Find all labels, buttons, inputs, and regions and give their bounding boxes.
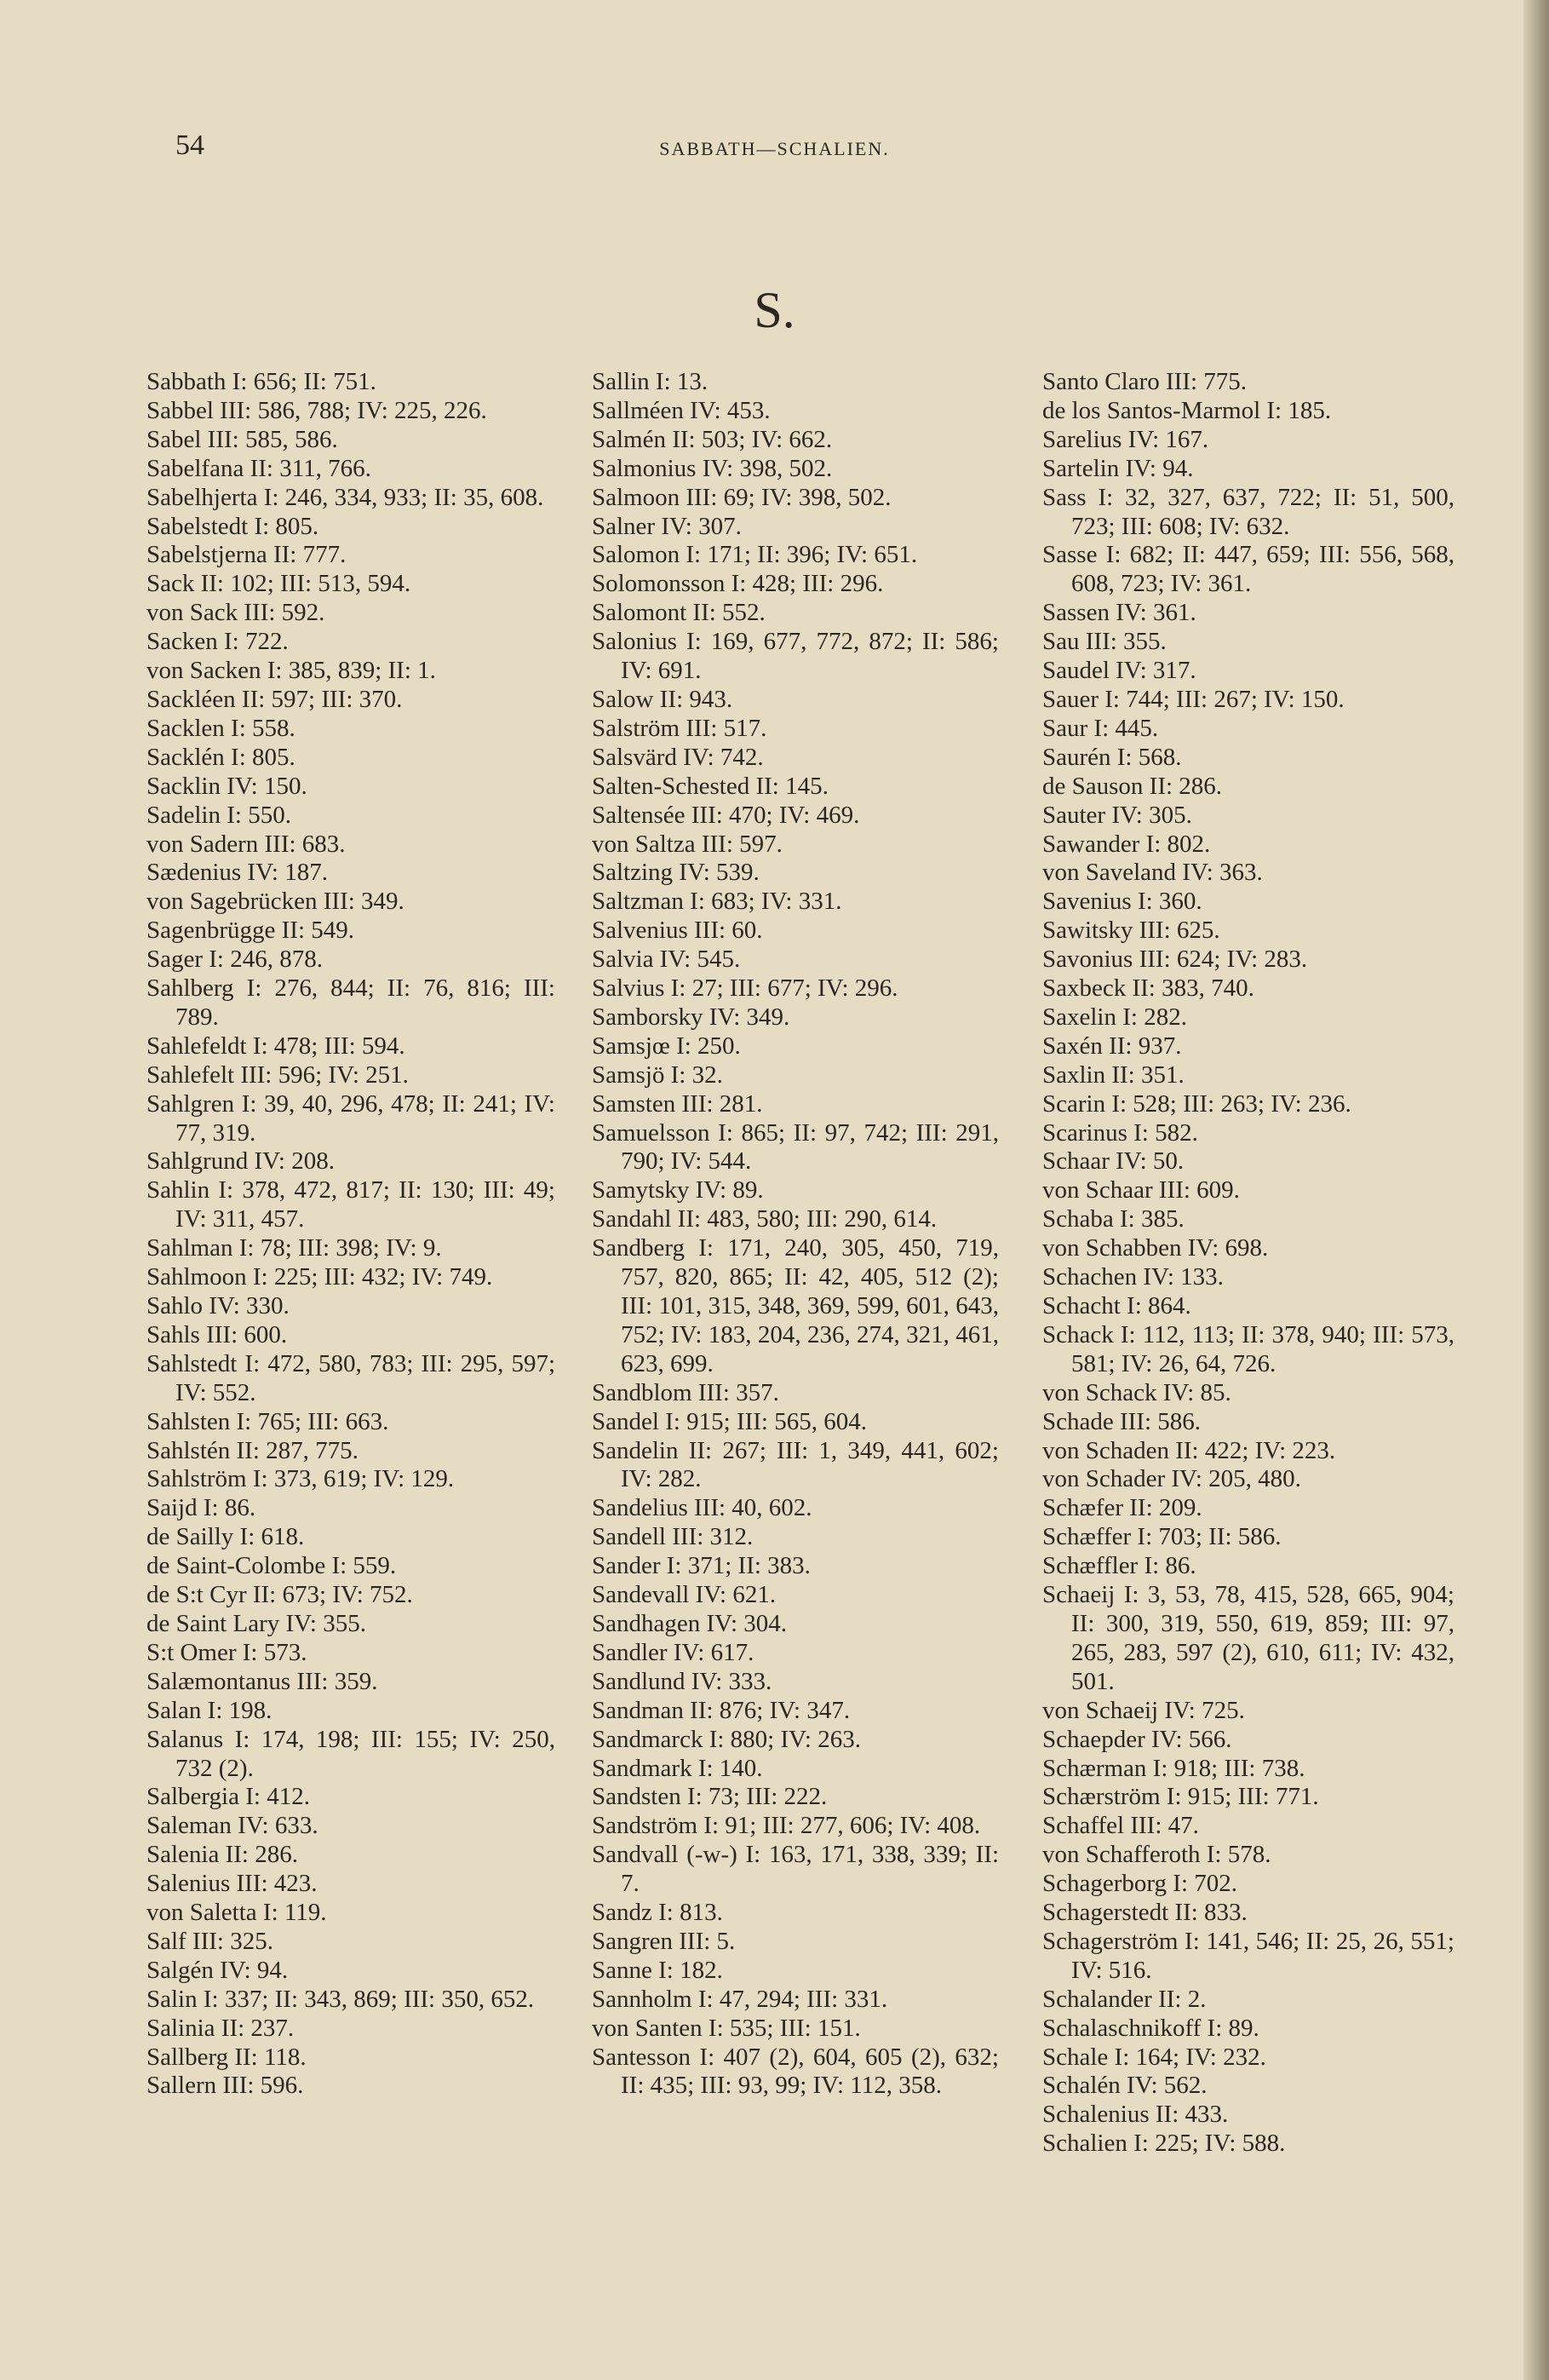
- index-entry: Santo Claro III: 775.: [1042, 368, 1248, 395]
- index-entry: Sannholm I: 47, 294; III: 331.: [592, 1985, 888, 2013]
- index-column-2: [592, 368, 999, 2101]
- index-entry: Schade III: 586.: [1042, 1407, 1202, 1435]
- index-entry: Sandell III: 312.: [592, 1523, 754, 1551]
- index-entry: Sandman II: 876; IV: 347.: [592, 1696, 851, 1724]
- index-entry: Sau III: 355.: [1042, 628, 1167, 656]
- index-entry: Salgén IV: 94.: [146, 1956, 289, 1984]
- index-entry: Solomonsson I: 428; III: 296.: [592, 570, 884, 598]
- index-entry: Sahlmoon I: 225; III: 432; IV: 749.: [146, 1263, 493, 1291]
- index-entry: Saijd I: 86.: [146, 1494, 256, 1522]
- index-entry: Sawander I: 802.: [1042, 830, 1211, 858]
- index-entry: Salmonius IV: 398, 502.: [592, 454, 833, 482]
- index-entry: de Sailly I: 618.: [146, 1523, 305, 1551]
- index-entry: Salanus I: 174, 198; III: 155; IV: 250, 732 (2).: [146, 1725, 555, 1782]
- index-entry: Salvia IV: 545.: [592, 946, 741, 974]
- index-entry: Salsvärd IV: 742.: [592, 743, 764, 771]
- index-entry: Schærström I: 915; III: 771.: [1042, 1783, 1319, 1811]
- index-entry: Sandhagen IV: 304.: [592, 1609, 787, 1637]
- index-entry: von Santen I: 535; III: 151.: [592, 2014, 861, 2042]
- index-entry: Sahlberg I: 276, 844; II: 76, 816; III: 789.: [146, 974, 555, 1031]
- index-entry: Sabbath I: 656; II: 751.: [146, 368, 376, 395]
- index-entry: de los Santos-Marmol I: 185.: [1042, 396, 1332, 424]
- index-entry: Sallméen IV: 453.: [592, 396, 771, 424]
- index-entry: Santesson I: 407 (2), 604, 605 (2), 632; II: 435; III: 93, 99; IV: 112, 358.: [592, 2043, 999, 2100]
- index-entry: Sasse I: 682; II: 447, 659; III: 556, 568, 608, 723; IV: 361.: [1042, 541, 1454, 598]
- index-entry: Sandblom III: 357.: [592, 1378, 779, 1406]
- index-entry: Sandz I: 813.: [592, 1899, 723, 1927]
- index-entry: de Sauson II: 286.: [1042, 772, 1223, 800]
- index-entry: Sacklen I: 558.: [146, 714, 295, 742]
- index-entry: von Saltza III: 597.: [592, 830, 783, 858]
- index-entry: Sandvall (-w-) I: 163, 171, 338, 339; II: 7.: [592, 1841, 999, 1898]
- index-entry: Sahlstedt I: 472, 580, 783; III: 295, 597; IV: 552.: [146, 1349, 555, 1406]
- index-entry: Schalaschnikoff I: 89.: [1042, 2014, 1259, 2042]
- index-entry: Schaepder IV: 566.: [1042, 1725, 1232, 1753]
- index-entry: Sacken I: 722.: [146, 628, 289, 656]
- index-entry: Schærman I: 918; III: 738.: [1042, 1754, 1305, 1782]
- index-entry: von Schader IV: 205, 480.: [1042, 1465, 1301, 1493]
- index-entry: Samsjö I: 32.: [592, 1061, 723, 1089]
- index-entry: Schagerstedt II: 833.: [1042, 1899, 1248, 1927]
- index-entry: Sabel III: 585, 586.: [146, 425, 338, 453]
- index-entry: Sahlstén II: 287, 775.: [146, 1436, 359, 1464]
- index-entry: Samuelsson I: 865; II: 97, 742; III: 291, 790; IV: 544.: [592, 1118, 999, 1176]
- index-entry: Salomon I: 171; II: 396; IV: 651.: [592, 541, 918, 569]
- index-entry: Schæffler I: 86.: [1042, 1552, 1196, 1580]
- index-entry: Sauer I: 744; III: 267; IV: 150.: [1042, 685, 1345, 713]
- index-entry: Saltensée III: 470; IV: 469.: [592, 801, 860, 829]
- index-entry: Schack I: 112, 113; II: 378, 940; III: 573, 581; IV: 26, 64, 726.: [1042, 1320, 1454, 1377]
- index-entry: S:t Omer I: 573.: [146, 1638, 307, 1666]
- index-entry: Salæmontanus III: 359.: [146, 1667, 378, 1695]
- index-entry: Sandmarck I: 880; IV: 263.: [592, 1725, 861, 1753]
- index-entry: Savonius III: 624; IV: 283.: [1042, 946, 1308, 974]
- index-entry: Sandel I: 915; III: 565, 604.: [592, 1407, 867, 1435]
- index-entry: Sahlgrund IV: 208.: [146, 1147, 335, 1176]
- index-entry: Sarelius IV: 167.: [1042, 425, 1209, 453]
- index-entry: Sallin I: 13.: [592, 368, 709, 395]
- index-entry: Saxén II: 937.: [1042, 1032, 1182, 1060]
- index-entry: Salinia II: 237.: [146, 2014, 295, 2042]
- index-entry: Salström III: 517.: [592, 714, 767, 742]
- index-entry: Samytsky IV: 89.: [592, 1176, 764, 1204]
- index-entry: Savenius I: 360.: [1042, 888, 1202, 916]
- index-entry: Schachen IV: 133.: [1042, 1263, 1224, 1291]
- index-entry: Schagerborg I: 702.: [1042, 1870, 1237, 1898]
- index-entry: Sahlman I: 78; III: 398; IV: 9.: [146, 1234, 442, 1262]
- index-entry: von Sagebrücken III: 349.: [146, 888, 404, 916]
- index-entry: Sackléen II: 597; III: 370.: [146, 685, 403, 713]
- section-letter: S.: [754, 282, 795, 338]
- index-entry: von Schack IV: 85.: [1042, 1378, 1231, 1406]
- index-entry: Sassen IV: 361.: [1042, 599, 1196, 627]
- index-entry: Salow II: 943.: [592, 685, 733, 713]
- index-entry: Schæfer II: 209.: [1042, 1494, 1202, 1522]
- index-entry: Sabelstjerna II: 777.: [146, 541, 347, 569]
- index-column-3: [1042, 368, 1454, 2159]
- index-entry: Saxbeck II: 383, 740.: [1042, 974, 1254, 1003]
- index-entry: Schaba I: 385.: [1042, 1205, 1185, 1233]
- index-entry: Schæffer I: 703; II: 586.: [1042, 1523, 1282, 1551]
- index-entry: Sahlin I: 378, 472, 817; II: 130; III: 49; IV: 311, 457.: [146, 1176, 555, 1233]
- index-entry: Sahlgren I: 39, 40, 296, 478; II: 241; IV: 77, 319.: [146, 1089, 555, 1147]
- index-entry: de Saint-Colombe I: 559.: [146, 1552, 397, 1580]
- index-entry: von Saveland IV: 363.: [1042, 859, 1263, 887]
- index-entry: Saxelin I: 282.: [1042, 1003, 1187, 1031]
- index-entry: Salbergia I: 412.: [146, 1783, 310, 1811]
- index-entry: Salten-Schested II: 145.: [592, 772, 829, 800]
- index-entry: Schaeij I: 3, 53, 78, 415, 528, 665, 904; II: 300, 319, 550, 619, 859; III: 97, 265, 283, 597 (2), 610, 611; IV: 432, 501.: [1042, 1581, 1454, 1695]
- index-entry: Sahlefelt III: 596; IV: 251.: [146, 1061, 409, 1089]
- index-entry: Sandahl II: 483, 580; III: 290, 614.: [592, 1205, 938, 1233]
- index-entry: Salner IV: 307.: [592, 512, 742, 540]
- index-entry: Sandelius III: 40, 602.: [592, 1494, 812, 1522]
- index-entry: Sandberg I: 171, 240, 305, 450, 719, 757, 820, 865; II: 42, 405, 512 (2); III: 101, 315, 348, 369, 599, 601, 643, 752; IV: 183, 204, 236, 274, 321, 461, 623, 699.: [592, 1234, 999, 1377]
- index-entry: von Schaar III: 609.: [1042, 1176, 1240, 1204]
- index-entry: Sahlo IV: 330.: [146, 1292, 290, 1319]
- index-entry: Saur I: 445.: [1042, 714, 1159, 742]
- index-entry: Salomont II: 552.: [592, 599, 766, 627]
- index-entry: Sandler IV: 617.: [592, 1638, 754, 1666]
- index-entry: Schalien I: 225; IV: 588.: [1042, 2130, 1286, 2158]
- index-entry: Sadelin I: 550.: [146, 801, 291, 829]
- index-entry: Sander I: 371; II: 383.: [592, 1552, 811, 1580]
- index-entry: Salf III: 325.: [146, 1927, 273, 1955]
- index-entry: von Schaden II: 422; IV: 223.: [1042, 1436, 1336, 1464]
- index-entry: von Sacken I: 385, 839; II: 1.: [146, 657, 436, 685]
- index-entry: Sager I: 246, 878.: [146, 946, 323, 974]
- index-entry: Saurén I: 568.: [1042, 743, 1182, 771]
- index-entry: Schalenius II: 433.: [1042, 2101, 1229, 2129]
- index-entry: Salan I: 198.: [146, 1696, 273, 1724]
- index-entry: von Sack III: 592.: [146, 599, 325, 627]
- index-entry: Schaffel III: 47.: [1042, 1812, 1199, 1840]
- index-column-1: [146, 368, 555, 2101]
- index-entry: Saltzing IV: 539.: [592, 859, 760, 887]
- index-entry: de Saint Lary IV: 355.: [146, 1609, 366, 1637]
- index-entry: Sanne I: 182.: [592, 1956, 723, 1984]
- index-entry: Scarinus I: 582.: [1042, 1118, 1198, 1147]
- index-entry: von Schaeij IV: 725.: [1042, 1696, 1245, 1724]
- index-entry: von Schafferoth I: 578.: [1042, 1841, 1271, 1869]
- index-entry: Sack II: 102; III: 513, 594.: [146, 570, 411, 598]
- index-entry: Saxlin II: 351.: [1042, 1061, 1185, 1089]
- index-entry: Scarin I: 528; III: 263; IV: 236.: [1042, 1089, 1351, 1118]
- index-entry: von Saletta I: 119.: [146, 1899, 327, 1927]
- page-number: 54: [175, 129, 204, 161]
- index-entry: Saudel IV: 317.: [1042, 657, 1196, 685]
- index-entry: Salin I: 337; II: 343, 869; III: 350, 652.: [146, 1985, 535, 2013]
- index-entry: Salmén II: 503; IV: 662.: [592, 425, 833, 453]
- index-entry: Sartelin IV: 94.: [1042, 454, 1194, 482]
- index-entry: Saltzman I: 683; IV: 331.: [592, 888, 842, 916]
- index-entry: Samborsky IV: 349.: [592, 1003, 790, 1031]
- index-entry: Sawitsky III: 625.: [1042, 917, 1220, 945]
- index-entry: Sabelfana II: 311, 766.: [146, 454, 371, 482]
- index-entry: Sass I: 32, 327, 637, 722; II: 51, 500, 723; III: 608; IV: 632.: [1042, 483, 1454, 540]
- index-entry: Sahlsten I: 765; III: 663.: [146, 1407, 389, 1435]
- index-entry: Sagenbrügge II: 549.: [146, 917, 355, 945]
- index-entry: Sabelhjerta I: 246, 334, 933; II: 35, 608.: [146, 483, 544, 511]
- index-entry: Sædenius IV: 187.: [146, 859, 328, 887]
- index-entry: Sahls III: 600.: [146, 1320, 288, 1348]
- index-entry: Saleman IV: 633.: [146, 1812, 318, 1840]
- running-head: SABBATH—SCHALIEN.: [659, 138, 890, 159]
- index-entry: Salmoon III: 69; IV: 398, 502.: [592, 483, 892, 511]
- index-entry: Samsten III: 281.: [592, 1089, 763, 1118]
- index-entry: von Schabben IV: 698.: [1042, 1234, 1269, 1262]
- index-entry: Sabelstedt I: 805.: [146, 512, 319, 540]
- index-entry: Schalander II: 2.: [1042, 1985, 1207, 2013]
- index-entry: Sandlund IV: 333.: [592, 1667, 772, 1695]
- index-entry: Sandelin II: 267; III: 1, 349, 441, 602; IV: 282.: [592, 1436, 999, 1493]
- index-entry: Sahlström I: 373, 619; IV: 129.: [146, 1465, 455, 1493]
- index-entry: Schale I: 164; IV: 232.: [1042, 2043, 1266, 2071]
- index-entry: Sallern III: 596.: [146, 2072, 304, 2100]
- index-entry: Schacht I: 864.: [1042, 1292, 1191, 1319]
- index-entry: Sauter IV: 305.: [1042, 801, 1192, 829]
- index-entry: Sandström I: 91; III: 277, 606; IV: 408.: [592, 1812, 981, 1840]
- index-entry: Sabbel III: 586, 788; IV: 225, 226.: [146, 396, 487, 424]
- index-entry: Sahlefeldt I: 478; III: 594.: [146, 1032, 405, 1060]
- index-entry: Sandsten I: 73; III: 222.: [592, 1783, 828, 1811]
- index-entry: Salvenius III: 60.: [592, 917, 763, 945]
- index-entry: Salenia II: 286.: [146, 1841, 298, 1869]
- index-entry: Salvius I: 27; III: 677; IV: 296.: [592, 974, 898, 1003]
- index-entry: Sacklén I: 805.: [146, 743, 295, 771]
- index-entry: Salonius I: 169, 677, 772, 872; II: 586; IV: 691.: [592, 628, 999, 685]
- index-entry: Sandmark I: 140.: [592, 1754, 763, 1782]
- index-entry: Sallberg II: 118.: [146, 2043, 307, 2071]
- index-entry: Schalén IV: 562.: [1042, 2072, 1208, 2100]
- index-entry: Sangren III: 5.: [592, 1927, 736, 1955]
- index-entry: Samsjœ I: 250.: [592, 1032, 741, 1060]
- index-entry: Sacklin IV: 150.: [146, 772, 307, 800]
- page-edge-shadow: [1523, 0, 1549, 2380]
- index-entry: Schagerström I: 141, 546; II: 25, 26, 551; IV: 516.: [1042, 1927, 1454, 1984]
- index-entry: de S:t Cyr II: 673; IV: 752.: [146, 1581, 413, 1609]
- index-entry: Sandevall IV: 621.: [592, 1581, 777, 1609]
- index-entry: Schaar IV: 50.: [1042, 1147, 1185, 1176]
- index-entry: von Sadern III: 683.: [146, 830, 346, 858]
- index-entry: Salenius III: 423.: [146, 1870, 318, 1898]
